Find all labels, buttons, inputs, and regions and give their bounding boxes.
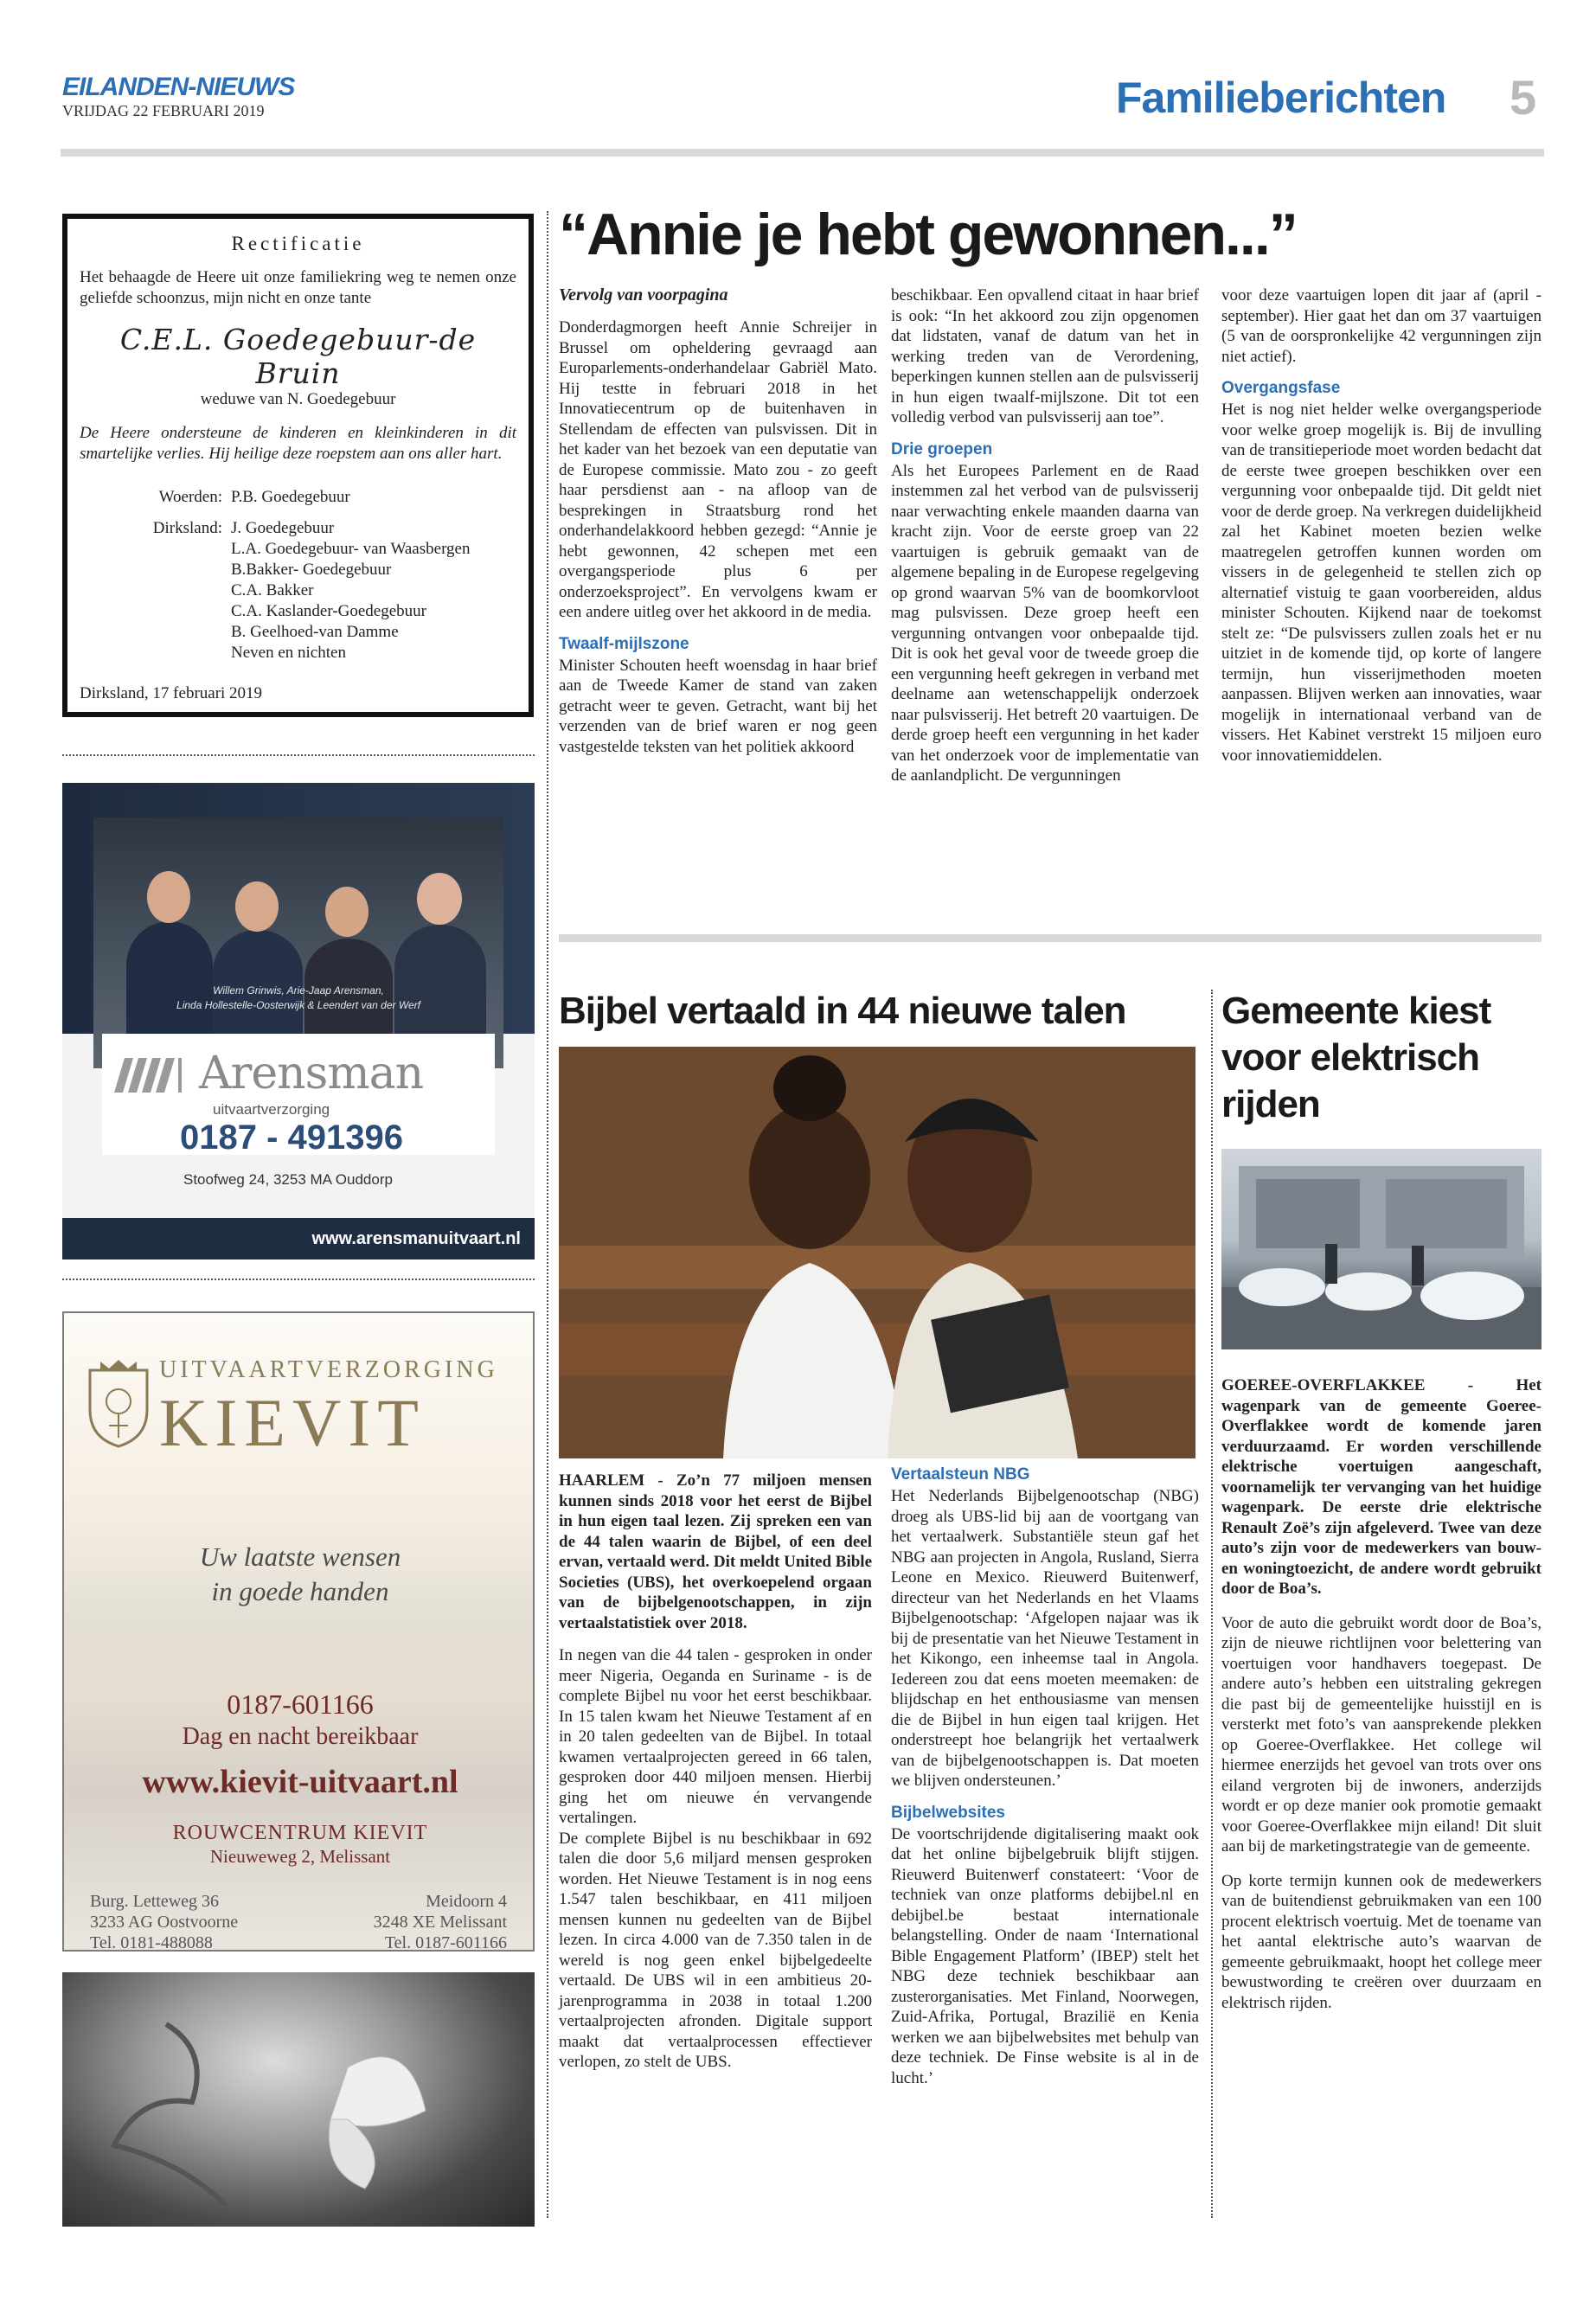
- arensman-logo-icon: [114, 1058, 183, 1093]
- photo-illustration: [1221, 1149, 1542, 1349]
- mourner-name: Neven en nichten: [231, 644, 346, 662]
- bijbel-headline: Bijbel vertaald in 44 nieuwe talen: [559, 990, 1126, 1032]
- issue-date: VRIJDAG 22 FEBRUARI 2019: [62, 102, 265, 119]
- rouwcentrum-name: ROUWCENTRUM KIEVIT: [172, 1822, 428, 1844]
- mourner-name: L.A. Goedegebuur- van Waasbergen: [231, 540, 471, 558]
- mourner-name: C.A. Bakker: [231, 581, 314, 599]
- gemeente-column: [1221, 1375, 1542, 2013]
- article-subhead: Vertaalsteun NBG: [891, 1465, 1030, 1484]
- mourner-group: [80, 487, 516, 508]
- gemeente-photo: [1221, 1149, 1542, 1349]
- location-left: [90, 1891, 238, 1952]
- article-paragraph: Het Nederlands Bijbelgenootschap (NBG) droeg als UBS-lid bij aan de voortgang van het vertaalwerk. Substantiële steun gaf het NBG aan projecten in Angola, Rusland, Sierra Leone en Mexico. Rieuwerd Buitenwerf, directeur van het Nederlands en het Vlaams Bijbelgenootschap: ‘Afgelopen najaar was ik bij de presentatie van het Nieuwe Testament in het Kikongo, een inheemse taal in Angola. Iedereen zou dat eens moeten meemaken: de blijdschap en het enthousiasme van mensen die de Bijbel in hun eigen taal krijgen. Het onderstreept hoe belangrijk het vertaalwerk van de bijbelgenootschappen is. Dat moeten we blijven ondersteunen.’: [891, 1487, 1199, 1790]
- rectificatie-intro: Het behaagde de Heere uit onze familiekring weg te nemen onze geliefde schoonzus, mijn nicht en onze tante: [80, 268, 516, 307]
- newspaper-logo: EILANDEN-NIEUWS: [62, 73, 295, 101]
- prayer-text: De Heere ondersteune de kinderen en kleinkinderen in dit smartelijke verlies. Hij heilige deze roepstem aan ons aller hart.: [80, 424, 516, 463]
- annie-column-2: [891, 285, 1199, 786]
- kievit-ad[interactable]: [62, 1311, 535, 1952]
- header-divider: [61, 149, 1544, 157]
- person-head: [417, 873, 462, 925]
- annie-headline: “Annie je hebt gewonnen...”: [559, 202, 1297, 267]
- kievit-website-link[interactable]: www.kievit-uitvaart.nl: [142, 1764, 458, 1800]
- notice-place-date: Dirksland, 17 februari 2019: [80, 684, 263, 702]
- article-paragraph: Minister Schouten heeft woensdag in haar brief aan de Tweede Kamer de stand van zaken getracht weer te geven. Getracht, want bij het verzenden van de brief waren er nog geen vastgestelde teksten van het politiek akkoord: [559, 656, 877, 756]
- mourner-name: P.B. Goedegebuur: [231, 488, 350, 506]
- mourner-place: Woerden:: [158, 488, 222, 506]
- article-paragraph: Als het Europees Parlement en de Raad instemmen zal het verbod van de pulsvisserij naar verwachting enkele maanden daarna van kracht zijn. Voor de eerste groep van 22 vaartuigen is gebruik gemaakt van de algemene bepaling in de Europese regelgeving op grond waarvan 5% van de boomkorvloot mag pulsvissen. Deze groep heeft een vergunning ontvangen voor onbepaalde tijd. Dit is ook het geval voor de tweede groep die een vergunning heeft gekregen in verband met deelname aan wetenschappelijk onderzoek naar pulsvisserij. Het betreft 20 vaartuigen. De derde groep heeft een vergunning in het kader van het onderzoek voor de implementatie van de aanlandplicht. De vergunningen: [891, 461, 1199, 785]
- butterfly-photo: [62, 1972, 535, 2227]
- bijbel-column-2: [891, 1465, 1199, 2088]
- gemeente-lead: GOEREE-OVERFLAKKEE - Het wagenpark van de gemeente Goeree-Overflakkee wordt de komende jaren verduurzaamd. Er worden verschillende elektrische voertuigen aangeschaft, voornamelijk ter vervanging van het huidige wagenpark. De eerste drie elektrische Renault Zoë’s zijn afgeleverd. Twee van deze auto’s zijn voor de medewerkers van bouw- en woningtoezicht, de andere wordt gebruikt door de Boa’s.: [1221, 1376, 1542, 1598]
- article-subhead: Twaalf-mijlszone: [559, 634, 689, 653]
- deceased-widow-of: weduwe van N. Goedegebuur: [200, 390, 396, 408]
- column-divider: [1211, 990, 1213, 2218]
- location-right: [374, 1891, 507, 1952]
- article-paragraph: De voortschrijdende digitalisering maakt ook dat het online bijbelgebruik blijft stijgen. Rieuwerd Buitenwerf constateert: ‘Voor de techniek van onze platforms debijbel.nl en debijbel.be bestaat internationale belangstelling. Onder de naam ‘International Bible Engagement Platform’ (IBEP) stelt het NBG deze techniek beschikbaar aan zusterorganisaties. Met Finland, Noorwegen, Zuid-Afrika, Portugal, Brazilië en Kenia werken we aan bijbelwebsites met behulp van deze techniek. De Finse website is al in de lucht.’: [891, 1824, 1199, 2087]
- article-paragraph: voor deze vaartuigen lopen dit jaar af (april - september). Hier gaat het dan om 37 vaartuigen (5 van de oorspronkelijke 42 vergunningen zijn niet actief).: [1221, 286, 1542, 366]
- caption-line: Willem Grinwis, Arie-Jaap Arensman,: [213, 984, 384, 997]
- annie-lead: Vervolg van voorpagina: [559, 285, 728, 304]
- mourner-group: [80, 518, 516, 663]
- article-paragraph: Donderdagmorgen heeft Annie Schreijer in Brussel om opheldering gevraagd aan Europarlements-onderhandelaar Gabriël Mato. Hij testte in februari 2018 in het Innovatiecentrum op de buitenhaven in Stellendam de effecten van pulsvissen. Dit in het kader van het bezoek van een deputatie van de Europese commissie. Mato zou - zo geeft haar persdienst aan - na afloop van de besprekingen in Straatsburg rond het onderhandelakkoord hebben gezegd: “Annie je hebt gewonnen, 42 schepen met een overgangsperiode plus 6 per onderzoeksproject”. En vervolgens kwam er een andere uitleg over het akkoord in de media.: [559, 318, 877, 621]
- caption-line: Linda Hollestelle-Oosterwijk & Leendert van der Werf: [176, 999, 420, 1011]
- mourner-name: C.A. Kaslander-Goedegebuur: [231, 602, 426, 620]
- butterfly-icon: [62, 1972, 535, 2227]
- section-title: Familieberichten: [1116, 74, 1446, 122]
- column-divider: [547, 211, 548, 2218]
- kievit-crest-icon: [83, 1358, 154, 1448]
- location-line: 3248 XE Melissant: [373, 1913, 507, 1932]
- person-head: [147, 871, 190, 923]
- rectificatie-notice: [62, 214, 534, 717]
- article-subhead: Overgangsfase: [1221, 379, 1341, 397]
- gemeente-headline: Gemeente kiest voor elektrisch rijden: [1221, 990, 1491, 1125]
- article-subhead: Drie groepen: [891, 439, 993, 458]
- divider: [62, 1279, 535, 1280]
- annie-column-3: [1221, 285, 1542, 766]
- divider: [62, 754, 535, 756]
- page-number: 5: [1509, 70, 1537, 125]
- arensman-brand: Arensman: [199, 1048, 424, 1099]
- location-line: Meidoorn 4: [426, 1892, 507, 1911]
- article-paragraph: In negen van die 44 talen - gesproken in onder meer Nigeria, Oeganda en Suriname - is de complete Bijbel nu voor het eerst beschikbaar. In 15 talen kwam het Nieuwe Testament af en in 20 talen gedeelten van de Bijbel. In totaal kwamen vertaalprojecten gereed in 66 talen, gesproken door 440 miljoen mensen. Hierbij ging het om nieuwe én vervangende vertalingen.: [559, 1646, 872, 1827]
- slogan-line: Uw laatste wensen: [199, 1541, 401, 1572]
- arensman-website-link[interactable]: www.arensmanuitvaart.nl: [62, 1218, 535, 1259]
- mourner-place: Dirksland:: [152, 519, 222, 537]
- arensman-subtitle: uitvaartverzorging: [213, 1101, 330, 1118]
- bijbel-photo: [559, 1047, 1195, 1458]
- staff-photo: [93, 817, 503, 1068]
- article-paragraph: beschikbaar. Een opvallend citaat in haar brief is ook: “In het akkoord zou zijn opgenomen dat lidstaten, vanaf de datum van het in werking treden van de Verordening, beperkingen kunnen stellen aan de pulsvisserij in hun eigen twaalf-mijlszone. Dit tot een volledig verbod van pulsvisserij aan toe”.: [891, 286, 1199, 426]
- section-divider: [559, 934, 1542, 942]
- article-subhead: Bijbelwebsites: [891, 1803, 1005, 1822]
- photo-illustration: [559, 1047, 1195, 1458]
- rouwcentrum-address: Nieuweweg 2, Melissant: [209, 1846, 391, 1867]
- mourner-name: J. Goedegebuur: [231, 519, 335, 537]
- kievit-brand: KIEVIT: [159, 1385, 426, 1460]
- kievit-phone[interactable]: 0187-601166: [227, 1689, 374, 1720]
- article-paragraph: Het is nog niet helder welke overgangsperiode voor welke groep mogelijk is. Bij de invulling van de transitieperiode moet worden bedacht dat de eerste twee groepen beschikken over een vergunning voor onbepaalde tijd. Dit geldt niet voor de derde groep. Na verkregen duidelijkheid zal het Kabinet moeten bezien welke maatregelen getroffen kunnen worden om vissers in de gelegenheid te stellen zich op alternatief vistuig te gaan voorbereiden, aldus minister Schouten. Kijkend naar de toekomst stelt ze: “De pulsvissers zullen zoals het er nu uitziet in de komende tijd, op korte of langere termijn, hun visserijmethoden moeten aanpassen. Blijven werken aan innovaties, waar mogelijk in internationaal verband van de vissers. Het Kabinet verstrekt 15 miljoen euro voor innovatiemiddelen.: [1221, 401, 1542, 765]
- rectificatie-title: Rectificatie: [231, 233, 365, 254]
- article-paragraph: De complete Bijbel is nu beschikbaar in 692 talen die door 5,6 miljard mensen gesproken worden. Het Nieuwe Testament is in nog eens 1.547 talen beschikbaar, en 411 miljoen mensen kunnen nu gedeelten van de Bijbel lezen. In circa 4.000 van de 7.350 talen in de wereld is nog geen enkel bijbelgedeelte vertaald. De UBS wil in een ambitieus 20-jarenprogramma in 2038 in totaal 1.200 vertaalprojecten afronden. Digitale support maakt dat vertaalprocessen effectiever verlopen, zo stelt de UBS.: [559, 1829, 872, 2071]
- arensman-ad[interactable]: [62, 783, 535, 1259]
- photo-caption: [93, 984, 503, 1013]
- location-line: Tel. 0187-601166: [384, 1933, 507, 1952]
- article-paragraph: Op korte termijn kunnen ook de medewerkers van de buitendienst gebruikmaken van een 100 procent elektrisch voertuig. Met de toename van het aantal elektrische auto’s waarvan de gemeente gebruikmaakt, hoopt het college meer bewustwording te creëren over duurzaam en elektrisch rijden.: [1221, 1871, 1542, 2012]
- mourner-name: B.Bakker- Goedegebuur: [231, 561, 392, 579]
- arensman-phone[interactable]: 0187 - 491396: [180, 1118, 404, 1157]
- bijbel-column-1: [559, 1471, 872, 2073]
- bijbel-lead: HAARLEM - Zo’n 77 miljoen mensen kunnen sinds 2018 voor het eerst de Bijbel in hun eigen taal lezen. Zij spreken een van de 44 talen waarin de Bijbel, of een deel ervan, vertaald werd. Dit meldt United Bible Societies (UBS), het overkoepelend orgaan van de bijbelgenootschappen, in zijn vertaalstatistiek over 2018.: [559, 1471, 873, 1632]
- person-head: [235, 881, 279, 932]
- mourner-name: B. Geelhoed-van Damme: [231, 623, 399, 641]
- location-line: Tel. 0181-488088: [90, 1933, 213, 1952]
- arensman-address: Stoofweg 24, 3253 MA Ouddorp: [183, 1171, 393, 1188]
- slogan-line: in goede handen: [211, 1576, 389, 1606]
- article-paragraph: Voor de auto die gebruikt wordt door de Boa’s, zijn de nieuwe richtlijnen voor belettering van voertuigen voor handhavers toegepast. De andere auto’s hebben een uitstraling gekregen die past bij de gemeentelijke huisstijl en is versterkt met foto’s van aansprekende plekken op Goeree-Overflakkee. Het college wil hiermee enerzijds het gevoel van trots over ons eiland vergroten bij de inwoners, anderzijds wordt er op deze manier ook promotie gemaakt voor Goeree-Overflakkee mijn eiland! Dit sluit aan bij de marketingstrategie van de gemeente.: [1221, 1613, 1542, 1856]
- kievit-slogan: [64, 1540, 535, 1609]
- location-line: 3233 AG Oostvoorne: [90, 1913, 239, 1932]
- kievit-top-label: UITVAARTVERZORGING: [159, 1356, 498, 1383]
- deceased-name: C.E.L. Goedegebuur-de Bruin: [119, 323, 477, 390]
- person-head: [325, 887, 369, 937]
- location-line: Burg. Letteweg 36: [90, 1892, 220, 1911]
- annie-column-1: [559, 285, 877, 757]
- kievit-availability: Dag en nacht bereikbaar: [182, 1723, 419, 1750]
